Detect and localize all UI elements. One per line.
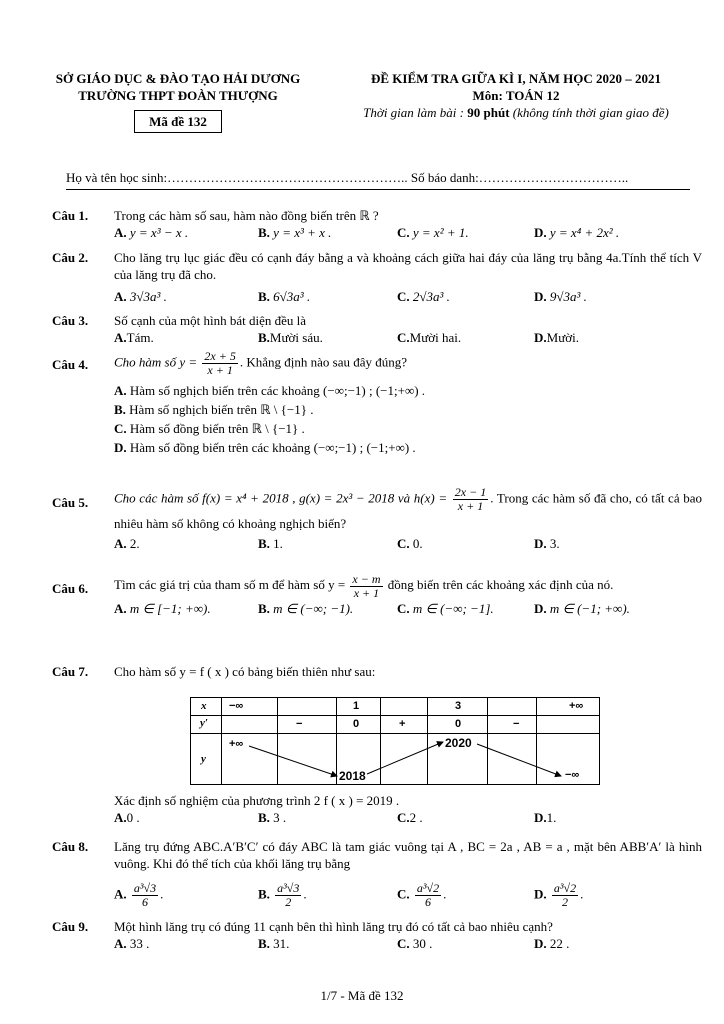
fraction: $\frac{2x + 5}{x + 1}$ xyxy=(204,349,236,377)
options: A. 2. B. 1. C. 0. D. 3. xyxy=(114,536,560,551)
question-6: Câu 6. Tìm các giá trị của tham số m để hàm số y = $\frac{x - m}{x + 1}$ đồng biến trên các khoảng xác định của nó. A. m ∈ [−1; +∞). B. m ∈ (−∞; −1). C. m ∈ (−∞; −1]. D. m ∈ (−1; +∞). xyxy=(52,572,702,618)
exam-code-box: Mã đề 132 xyxy=(134,110,222,133)
options: A.0 . B. 3 . C.2 . D.1. xyxy=(114,810,557,825)
divider xyxy=(66,189,690,190)
student-info-line: Họ và tên học sinh:……………………………………………….. Số báo danh:…………………………….. xyxy=(66,170,629,185)
exam-time: Thời gian làm bài : 90 phút (không tính thời gian giao đề) xyxy=(363,105,669,120)
question-7: Câu 7. Cho hàm số y = f ( x ) có bảng biến thiên như sau: xyxy=(52,664,376,679)
question-5: Câu 5. Cho các hàm số f(x) = x⁴ + 2018 , g(x) = 2x³ − 2018 và h(x) = $\frac{2x - 1}{x + 1}$ . Trong các hàm số đã cho, có tất cả bao nhiêu hàm số không có khoảng nghịch biến? A. 2. B. 1. C. 0. D. 3. xyxy=(52,485,702,551)
question-7-continued: Xác định số nghiệm của phương trình 2 f ( x ) = 2019 . A.0 . B. 3 . C.2 . D.1. xyxy=(52,792,702,827)
exam-title: ĐỀ KIỂM TRA GIỮA KÌ I, NĂM HỌC 2020 – 2021 xyxy=(371,71,661,86)
variation-arrows xyxy=(191,698,599,784)
page-footer: 1/7 - Mã đề 132 xyxy=(320,988,404,1003)
question-1: Câu 1. Trong các hàm số sau, hàm nào đồng biến trên ℝ ? A. y = x³ − x . B. y = x³ + x . C. y = x² + 1. D. y = x⁴ + 2x² . xyxy=(52,207,702,242)
exam-subject: Môn: TOÁN 12 xyxy=(472,88,560,103)
variation-table: x y′ y −∞ 1 3 +∞ − 0 + 0 − +∞ 2018 2020 −∞ xyxy=(190,697,600,785)
header-right xyxy=(330,70,702,121)
question-4: Câu 4. Cho hàm số y = $\frac{2x + 5}{x + 1}$ . Khẳng định nào sau đây đúng? A. Hàm số nghịch biến trên các khoảng (−∞;−1) ; (−1;+∞) . B. Hàm số nghịch biến trên ℝ \ {−1} . C. Hàm số đồng biến trên ℝ \ {−1} . D. Hàm số đồng biến trên các khoảng (−∞;−1) ; (−1;+∞) . xyxy=(52,349,426,455)
question-9: Câu 9. Một hình lăng trụ có đúng 11 cạnh bên thì hình lăng trụ đó có tất cả bao nhiêu cạnh? A. 33 . B. 31. C. 30 . D. 22 . xyxy=(52,918,702,953)
department-name: SỞ GIÁO DỤC & ĐÀO TẠO HẢI DƯƠNG xyxy=(55,71,301,86)
fraction: $\frac{x - m}{x + 1}$ xyxy=(352,571,381,600)
fraction: $\frac{2x - 1}{x + 1}$ xyxy=(454,485,487,513)
question-3: Câu 3. Số cạnh của một hình bát diện đều là A.Tám. B.Mười sáu. C.Mười hai. D.Mười. xyxy=(52,312,702,347)
options: A. $\frac{\text{a³√3}}{6}$ . B. $\frac{\text{a³√3}}{2}$ . C. $\frac{\text{a³√2}}{6}$ . D. $\frac{\text{a³√2}}{2}$ . xyxy=(114,881,584,909)
question-2: Câu 2. Cho lăng trụ lục giác đều có cạnh đáy bằng a và khoảng cách giữa hai đáy của lăng trụ bằng 4a.Tính thể tích V của lăng trụ đã cho. A. 3√3a³ . B. 6√3a³ . C. 2√3a³ . D. 9√3a³ . xyxy=(52,250,702,304)
options: A. 33 . B. 31. C. 30 . D. 22 . xyxy=(114,936,570,951)
header-left xyxy=(28,70,328,133)
y-label: y xyxy=(201,753,206,765)
options: A. m ∈ [−1; +∞). B. m ∈ (−∞; −1). C. m ∈ (−∞; −1]. D. m ∈ (−1; +∞). xyxy=(114,600,630,616)
options: A.Tám. B.Mười sáu. C.Mười hai. D.Mười. xyxy=(114,330,579,345)
options: A. 3√3a³ . B. 6√3a³ . C. 2√3a³ . D. 9√3a³ . xyxy=(114,289,587,304)
x-label: x xyxy=(201,700,207,712)
options: A. y = x³ − x . B. y = x³ + x . C. y = x² + 1. D. y = x⁴ + 2x² . xyxy=(114,225,620,240)
school-name: TRƯỜNG THPT ĐOÀN THƯỢNG xyxy=(78,88,278,103)
yprime-label: y′ xyxy=(200,717,208,729)
question-8: Câu 8. Lăng trụ đứng ABC.A′B′C′ có đáy ABC là tam giác vuông tại A , BC = 2a , AB = a , mặt bên ABB′A′ là hình vuông. Khi đó thể tích của khối lăng trụ bằng A. $\frac{\text{a³√3}}{6}$ . B. $\frac{\text{a³√3}}{2}$ . C. $\frac{\text{a³√2}}{6}$ . D. $\frac{\text{a³√2}}{2}$ . xyxy=(52,839,702,909)
